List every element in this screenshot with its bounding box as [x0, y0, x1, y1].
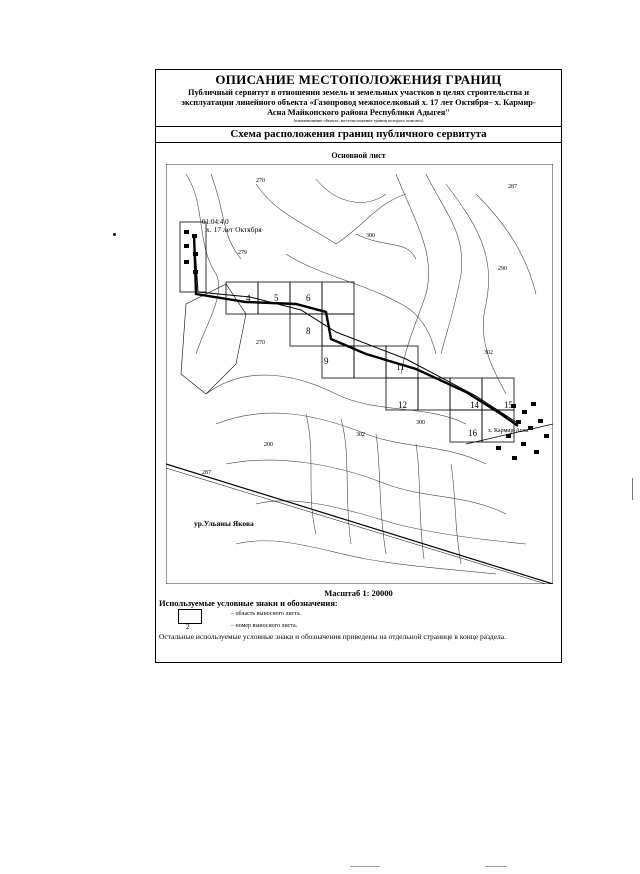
- elevation-label: 287: [202, 470, 211, 476]
- legend-sheet-number-symbol: 2: [186, 623, 190, 631]
- scan-speck: [113, 233, 116, 236]
- document-frame: [155, 69, 562, 663]
- sheet-number: 4: [246, 293, 251, 303]
- subtitle-line: Публичный сервитут в отношении земель и земельных участков в целях строительства и: [187, 88, 530, 97]
- settlement-name-label: х. 17 лет Октября: [206, 225, 262, 234]
- legend-sheet-area-symbol: [178, 609, 202, 624]
- elevation-label: 287: [508, 184, 517, 190]
- schema-title: Схема расположения границ публичного сервитута: [230, 128, 487, 140]
- servitude-map: [166, 164, 553, 584]
- elevation-label: 279: [238, 250, 247, 256]
- sheet-number: 6: [306, 293, 311, 303]
- settlement-name-label: х. Кармир-Асна: [488, 428, 529, 434]
- elevation-label: 300: [366, 233, 375, 239]
- legend-title: Используемые условные знаки и обозначения:: [159, 598, 338, 608]
- elevation-label: 270: [256, 178, 265, 184]
- settlement-code-label: 01:04:4 0: [202, 218, 229, 226]
- elevation-label: 270: [256, 340, 265, 346]
- place-name-label: ур.Ульяны Якова: [194, 519, 254, 528]
- divider: [156, 142, 561, 143]
- scan-footer-mark: [350, 866, 380, 867]
- elevation-label: 290: [498, 266, 507, 272]
- document-title: ОПИСАНИЕ МЕСТОПОЛОЖЕНИЯ ГРАНИЦ: [215, 72, 502, 87]
- document-subtitle: [160, 88, 557, 118]
- sheet-number: 12: [398, 400, 407, 410]
- scan-footer-mark: [485, 866, 507, 867]
- divider: [156, 126, 561, 127]
- elevation-label: 302: [356, 432, 365, 438]
- sheet-number: 9: [324, 356, 329, 366]
- elevation-label: 300: [416, 420, 425, 426]
- elevation-label: 302: [484, 350, 493, 356]
- legend-text: – номер выносного листа.: [231, 623, 298, 629]
- sheet-number: 16: [468, 428, 477, 438]
- sheet-number: 14: [470, 400, 479, 410]
- sheet-label: Основной лист: [331, 151, 386, 160]
- subtitle-line: эксплуатации линейного объекта «Газопровод межпоселковый х. 17 лет Октября– х. Кармир-: [181, 98, 536, 107]
- legend-text: – область выносного листа.: [231, 611, 302, 617]
- map-scale: Масштаб 1: 20000: [324, 588, 393, 598]
- sheet-number: 15: [504, 400, 513, 410]
- scan-edge-mark: [632, 478, 633, 500]
- legend-note: Остальные используемые условные знаки и обозначения приведены на отдельной странице в конце раздела.: [159, 632, 507, 641]
- subtitle-caption: (наименование объекта, местоположение границ которого описано): [293, 118, 424, 123]
- sheet-number: 5: [274, 293, 279, 303]
- sheet-number: 11: [396, 362, 405, 372]
- subtitle-line: Асна Майкопского района Республики Адыгея": [267, 108, 450, 117]
- sheet-number: 8: [306, 326, 311, 336]
- elevation-label: 200: [264, 442, 273, 448]
